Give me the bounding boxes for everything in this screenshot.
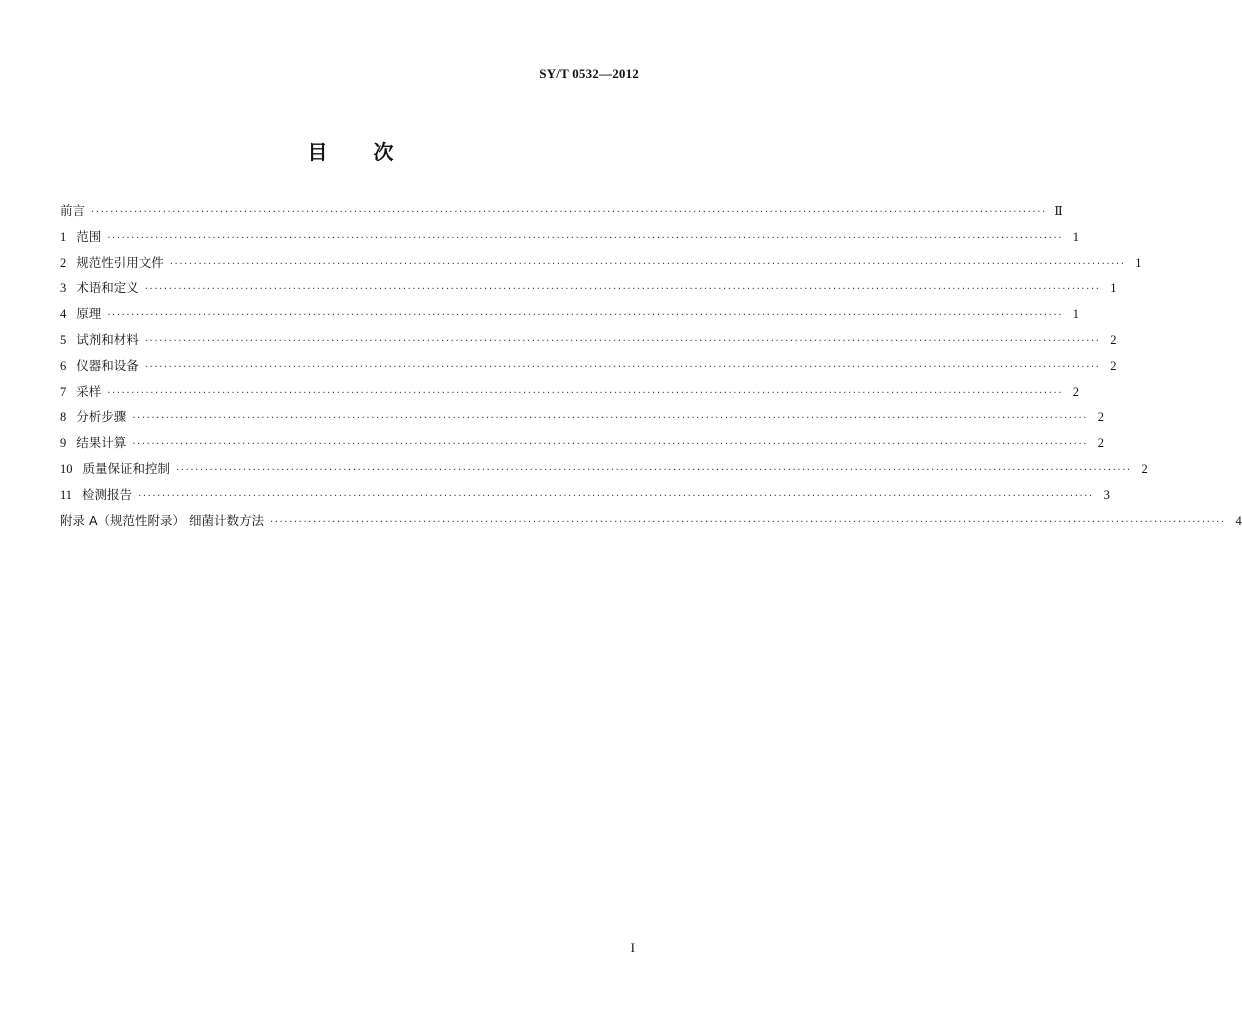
toc-entry-number: 8	[60, 410, 67, 425]
toc-entry-label: 分析步骤	[76, 409, 127, 425]
toc-entry[interactable]	[60, 482, 1110, 508]
toc-dot-leader: ········································································································································································································	[270, 516, 1226, 528]
toc-entry[interactable]	[60, 224, 1080, 250]
toc-entry-page: 1	[1135, 255, 1142, 270]
toc-entry-page: 2	[1110, 332, 1117, 347]
toc-entry-label: 结果计算	[76, 435, 127, 451]
toc-entry-number: 3	[60, 281, 67, 296]
toc-entry[interactable]	[60, 379, 1080, 405]
toc-dot-leader: ········································································································································································································	[107, 232, 1064, 244]
toc-entry-number: 9	[60, 436, 67, 451]
toc-entry-number: 2	[60, 255, 67, 270]
page-number: I	[630, 940, 635, 955]
toc-dot-leader: ········································································································································································································	[91, 207, 1047, 218]
toc-entry[interactable]	[60, 404, 1105, 430]
toc-dot-leader: ········································································································································································································	[138, 490, 1094, 502]
toc-entry-label: 前言	[60, 203, 86, 218]
toc-entry-label: 仪器和设备	[76, 357, 139, 373]
toc-entry-page: 2	[1072, 384, 1080, 399]
toc-entry-number: 11	[60, 487, 73, 502]
toc-entry-page: 1	[1110, 281, 1117, 296]
toc-entry-label: 原理	[76, 306, 102, 322]
toc-entry[interactable]	[60, 327, 1117, 353]
toc-entry-number: 10	[60, 461, 73, 476]
toc-entry-number: 1	[60, 229, 67, 244]
toc-dot-leader: ········································································································································································································	[144, 284, 1101, 296]
toc-entry-label: 质量保证和控制	[82, 460, 171, 476]
toc-entry-label: 附录 A（规范性附录） 细菌计数方法	[60, 512, 264, 528]
toc-entry[interactable]	[60, 430, 1105, 456]
toc-entry[interactable]	[60, 198, 1063, 224]
toc-dot-leader: ········································································································································································································	[107, 387, 1064, 399]
toc-entry[interactable]	[60, 508, 1242, 534]
toc-entry-label: 试剂和材料	[76, 331, 139, 347]
toc-dot-leader: ········································································································································································································	[107, 310, 1064, 322]
toc-entry-label: 规范性引用文件	[76, 254, 164, 270]
toc-entry-page: 4	[1235, 513, 1242, 528]
toc-entry-label: 范围	[76, 228, 102, 244]
table-of-contents	[60, 198, 1242, 533]
toc-entry-number: 6	[60, 358, 67, 373]
toc-entry[interactable]	[60, 301, 1080, 327]
toc-entry-number: 4	[60, 307, 67, 322]
toc-dot-leader: ········································································································································································································	[169, 258, 1126, 270]
toc-entry-page: 1	[1072, 229, 1080, 244]
toc-entry-page: 2	[1097, 410, 1105, 425]
document-code: SY/T 0532—2012	[539, 66, 639, 81]
page-title-char-1: 目	[307, 140, 328, 164]
toc-entry[interactable]	[60, 456, 1148, 482]
toc-entry-page: 2	[1141, 461, 1148, 476]
toc-entry-page: 2	[1110, 358, 1117, 373]
toc-dot-leader: ········································································································································································································	[144, 335, 1101, 347]
toc-dot-leader: ········································································································································································································	[176, 464, 1132, 476]
toc-entry-page: 3	[1103, 487, 1110, 502]
toc-entry[interactable]	[60, 250, 1142, 276]
toc-dot-leader: ········································································································································································································	[144, 361, 1101, 373]
toc-entry-page: Ⅱ	[1054, 204, 1063, 218]
toc-entry[interactable]	[60, 275, 1117, 301]
toc-entry-page: 2	[1097, 436, 1105, 451]
toc-entry-label: 采样	[76, 383, 102, 399]
page-title	[0, 136, 701, 165]
toc-entry-number: 5	[60, 332, 67, 347]
toc-entry-label: 术语和定义	[76, 280, 139, 296]
toc-entry-label: 检测报告	[82, 486, 133, 502]
toc-entry-number: 7	[60, 384, 67, 399]
page-title-char-2: 次	[373, 140, 394, 164]
toc-entry-page: 1	[1072, 307, 1080, 322]
toc-dot-leader: ········································································································································································································	[132, 413, 1089, 425]
toc-dot-leader: ········································································································································································································	[132, 439, 1089, 451]
toc-entry[interactable]	[60, 353, 1117, 379]
